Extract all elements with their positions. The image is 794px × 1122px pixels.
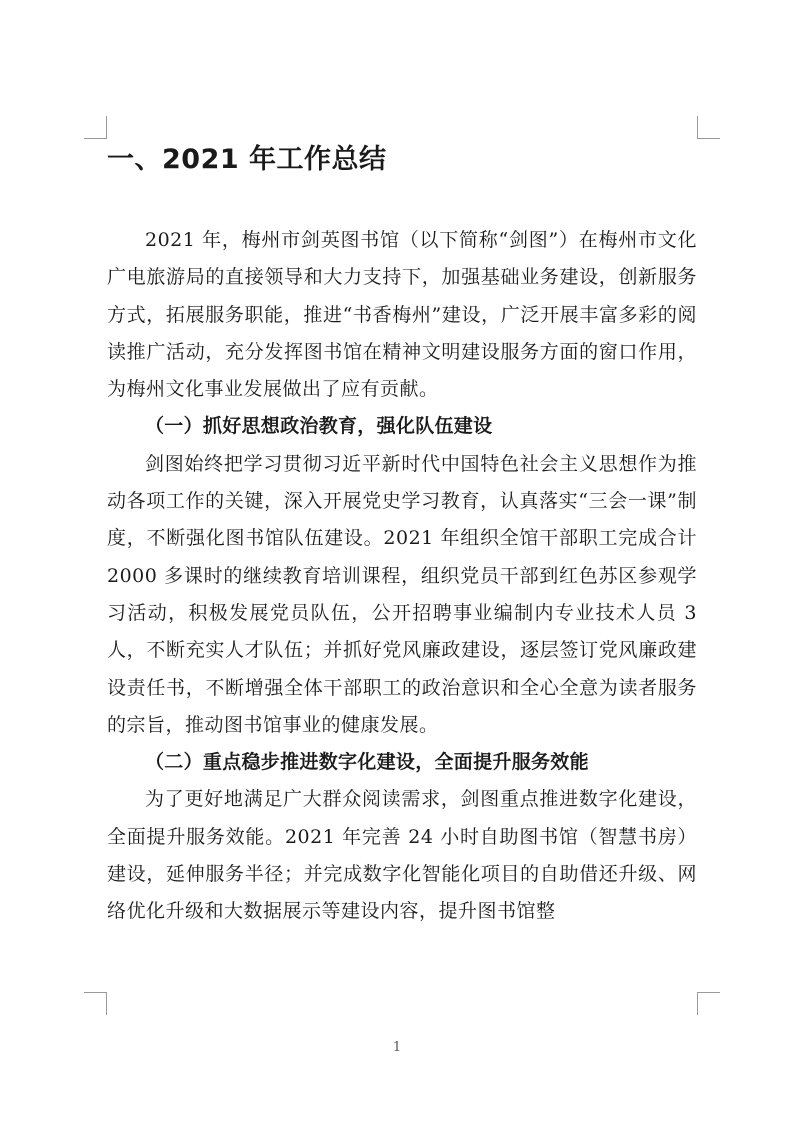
subsection-body-2: 为了更好地满足广大群众阅读需求，剑图重点推进数字化建设，全面提升服务效能。2021 年完善 24 小时自助图书馆（智慧书房）建设，延伸服务半径；并完成数字化智能化项目的自助借还升级、网络优化升级和大数据展示等建设内容，提升图书馆整	[107, 788, 697, 923]
document-body	[107, 140, 697, 931]
subsection-title-1: （一）抓好思想政治教育，强化队伍建设	[145, 415, 493, 438]
subsection-title-2: （二）重点稳步推进数字化建设，全面提升服务效能	[145, 751, 589, 774]
crop-mark-bottom-left	[84, 992, 107, 1015]
intro-paragraph: 2021 年，梅州市剑英图书馆（以下简称“剑图”）在梅州市文化广电旅游局的直接领导和大力支持下，加强基础业务建设，创新服务方式，拓展服务职能，推进“书香梅州”建设，广泛开展丰富多彩的阅读推广活动，充分发挥图书馆在精神文明建设服务方面的窗口作用，为梅州文化事业发展做出了应有贡献。	[107, 229, 697, 401]
subsection-body-1: 剑图始终把学习贯彻习近平新时代中国特色社会主义思想作为推动各项工作的关键，深入开展党史学习教育，认真落实“三会一课”制度，不断强化图书馆队伍建设。2021 年组织全馆干部职工完成合计 2000 多课时的继续教育培训课程，组织党员干部到红色苏区参观学习活动，积极发展党员队伍，公开招聘事业编制内专业技术人员 3 人，不断充实人才队伍；并抓好党风廉政建设，逐层签订党风廉政建设责任书，不断增强全体干部职工的政治意识和全心全意为读者服务的宗旨，推动图书馆事业的健康发展。	[107, 452, 697, 736]
crop-mark-bottom-right	[697, 992, 720, 1015]
crop-mark-top-left	[84, 116, 107, 139]
page-number: 1	[392, 1040, 402, 1055]
crop-mark-top-right	[697, 116, 720, 139]
section-heading: 一、2021 年工作总结	[107, 144, 387, 175]
